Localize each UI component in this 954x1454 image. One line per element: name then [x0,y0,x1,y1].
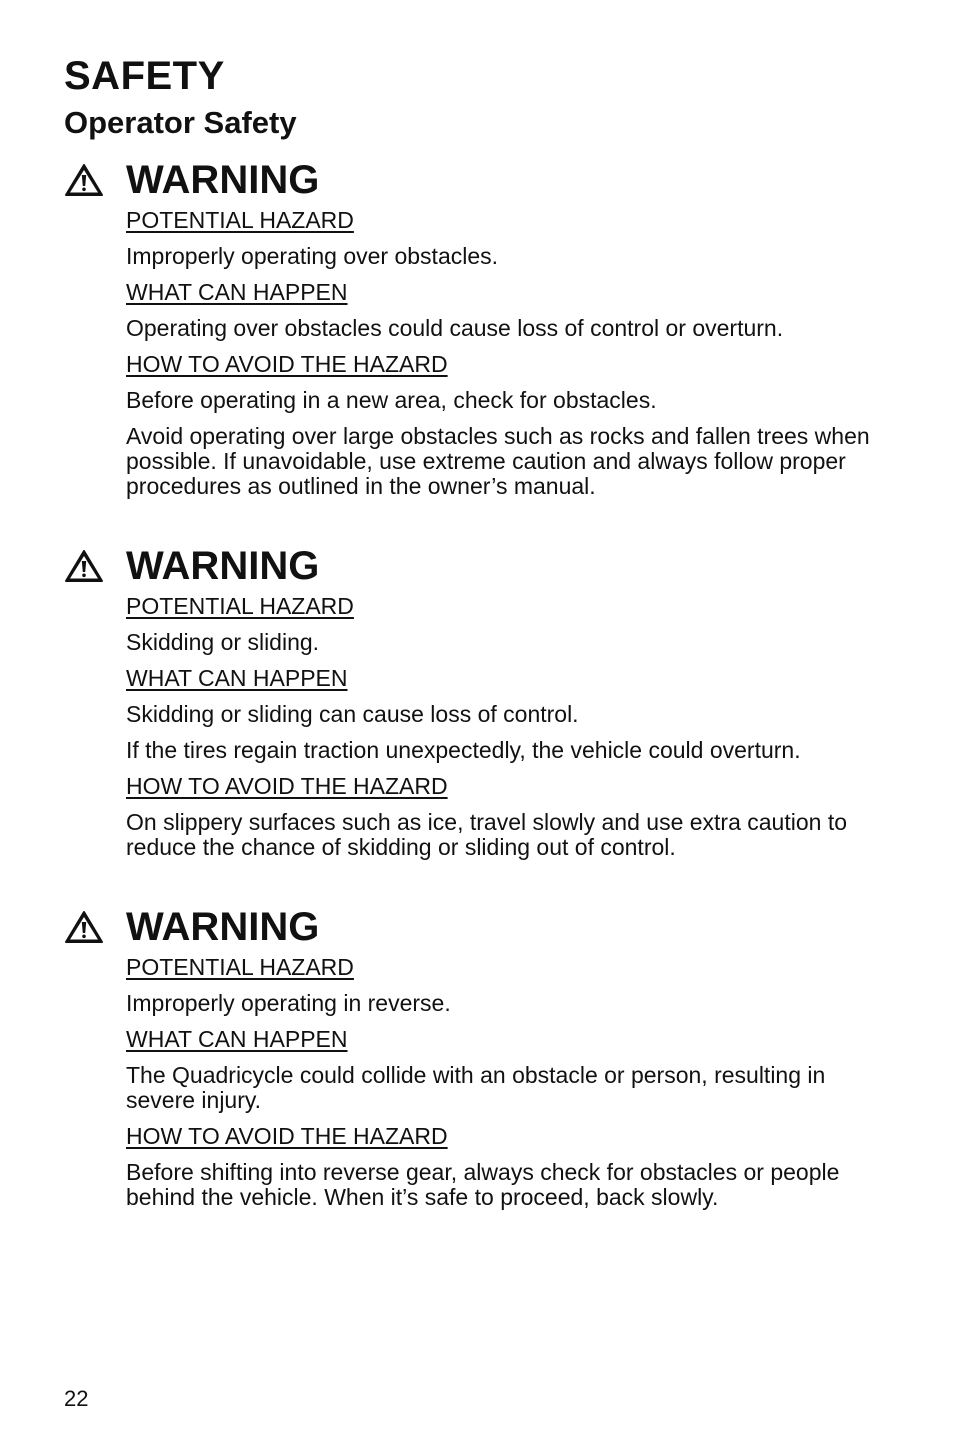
warning-title: WARNING [126,905,320,949]
what-can-happen-text: Operating over obstacles could cause loss of control or overturn. [126,315,784,341]
warning-body [126,594,884,860]
what-can-happen-label: WHAT CAN HAPPEN [126,279,348,305]
how-to-avoid-text: Before shifting into reverse gear, always check for obstacles or people behind the vehicle. When it’s safe to proceed, back slowly. [126,1159,840,1210]
how-to-avoid-text: On slippery surfaces such as ice, travel slowly and use extra caution to reduce the chance of skidding or sliding out of control. [126,809,848,860]
what-can-happen-text: If the tires regain traction unexpectedly, the vehicle could overturn. [126,737,801,763]
warning-body [126,955,884,1210]
what-can-happen-label: WHAT CAN HAPPEN [126,665,348,691]
warning-block-obstacles [64,158,884,510]
warning-header [64,905,884,949]
how-to-avoid-label: HOW TO AVOID THE HAZARD [126,1123,448,1149]
warning-block-reverse [64,905,884,1221]
how-to-avoid-label: HOW TO AVOID THE HAZARD [126,351,448,377]
warning-header [64,544,884,588]
warning-body [126,208,884,499]
potential-hazard-label: POTENTIAL HAZARD [126,207,354,233]
what-can-happen-text: The Quadricycle could collide with an obstacle or person, resulting in severe injury. [126,1062,826,1113]
what-can-happen-text: Skidding or sliding can cause loss of control. [126,701,579,727]
warning-block-skidding [64,544,884,871]
warning-triangle-icon [64,910,104,944]
how-to-avoid-text: Before operating in a new area, check for obstacles. [126,387,657,413]
warning-triangle-icon [64,163,104,197]
page-title: SAFETY [64,54,225,98]
potential-hazard-label: POTENTIAL HAZARD [126,593,354,619]
how-to-avoid-text: Avoid operating over large obstacles such as rocks and fallen trees when possible. If unavoidable, use extreme caution and always follow proper procedures as outlined in the owner’s manual. [126,423,870,499]
potential-hazard-text: Improperly operating in reverse. [126,990,451,1016]
warning-title: WARNING [126,158,320,202]
what-can-happen-label: WHAT CAN HAPPEN [126,1026,348,1052]
page-number: 22 [64,1386,89,1411]
potential-hazard-label: POTENTIAL HAZARD [126,954,354,980]
potential-hazard-text: Improperly operating over obstacles. [126,243,499,269]
warning-title: WARNING [126,544,320,588]
potential-hazard-text: Skidding or sliding. [126,629,320,655]
warning-triangle-icon [64,549,104,583]
warning-header [64,158,884,202]
how-to-avoid-label: HOW TO AVOID THE HAZARD [126,773,448,799]
section-subtitle: Operator Safety [64,105,297,140]
